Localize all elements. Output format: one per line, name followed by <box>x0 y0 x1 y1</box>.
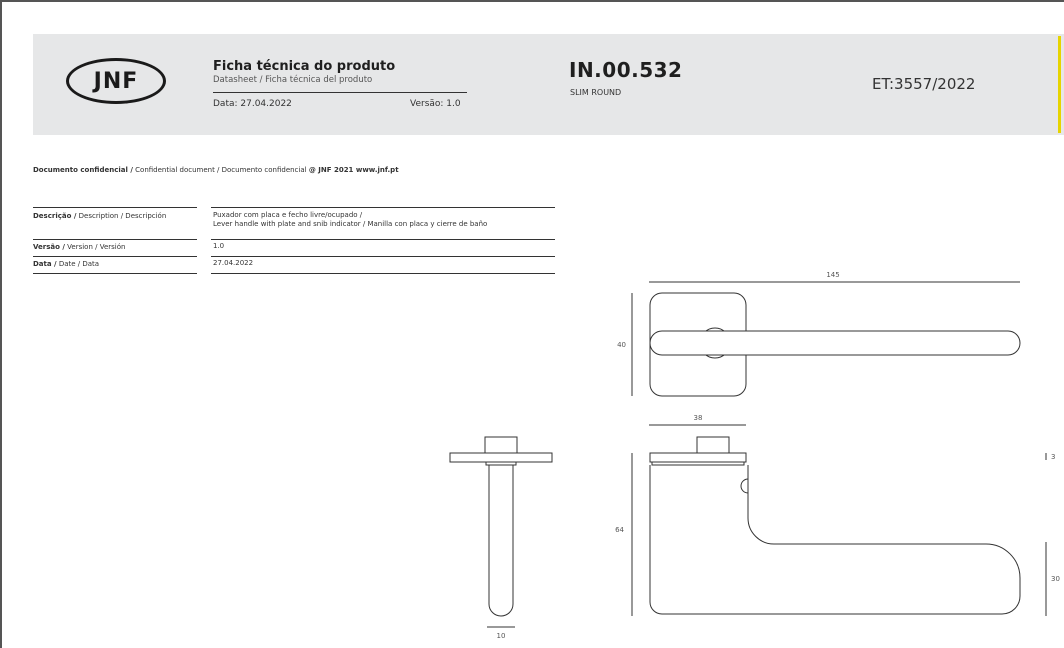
collar-side <box>486 462 516 465</box>
snib-indicator-notch <box>741 479 748 493</box>
collar-front <box>652 462 744 465</box>
dim-offset-label: 30 <box>1051 575 1060 583</box>
product-code: IN.00.532 <box>569 58 683 82</box>
document-version: Versão: 1.0 <box>410 99 461 109</box>
dim-plate-height-label: 40 <box>617 341 626 349</box>
dim-plate-width-label: 38 <box>693 414 703 422</box>
dim-length-label: 145 <box>826 271 840 279</box>
snib-knob-front <box>697 437 729 453</box>
rose-plate-side <box>450 453 552 462</box>
document-date: Data: 27.04.2022 <box>213 99 292 109</box>
snib-knob-side <box>485 437 517 453</box>
description-label: Descrição / Description / Descripción <box>33 212 167 220</box>
document-title: Ficha técnica do produto <box>213 59 396 74</box>
product-name: SLIM ROUND <box>570 88 622 97</box>
lever-top-view <box>650 331 1020 355</box>
document-subtitle: Datasheet / Ficha técnica del produto <box>213 75 373 85</box>
lever-profile-front <box>650 465 1020 614</box>
version-label: Versão / Version / Versión <box>33 243 126 251</box>
description-value-line2: Lever handle with plate and snib indicator / Manilla con placa y cierre de baño <box>213 220 488 228</box>
date-value: 27.04.2022 <box>213 259 254 267</box>
dim-plate-thickness-label: 3 <box>1051 453 1056 461</box>
lever-shaft-side <box>489 465 513 616</box>
dim-diameter-label: 10 <box>496 632 506 640</box>
date-label: Data / Date / Data <box>33 260 100 268</box>
description-value-line1: Puxador com placa e fecho livre/ocupado / <box>213 211 363 219</box>
version-value: 1.0 <box>213 242 225 250</box>
rose-plate-front <box>650 453 746 462</box>
dim-projection-label: 64 <box>615 526 624 534</box>
et-number: ET:3557/2022 <box>872 75 976 93</box>
confidential-notice: Documento confidencial / Confidential document / Documento confidencial @ JNF 2021 www.jnf.pt <box>33 166 399 174</box>
logo-text: JNF <box>93 68 139 94</box>
